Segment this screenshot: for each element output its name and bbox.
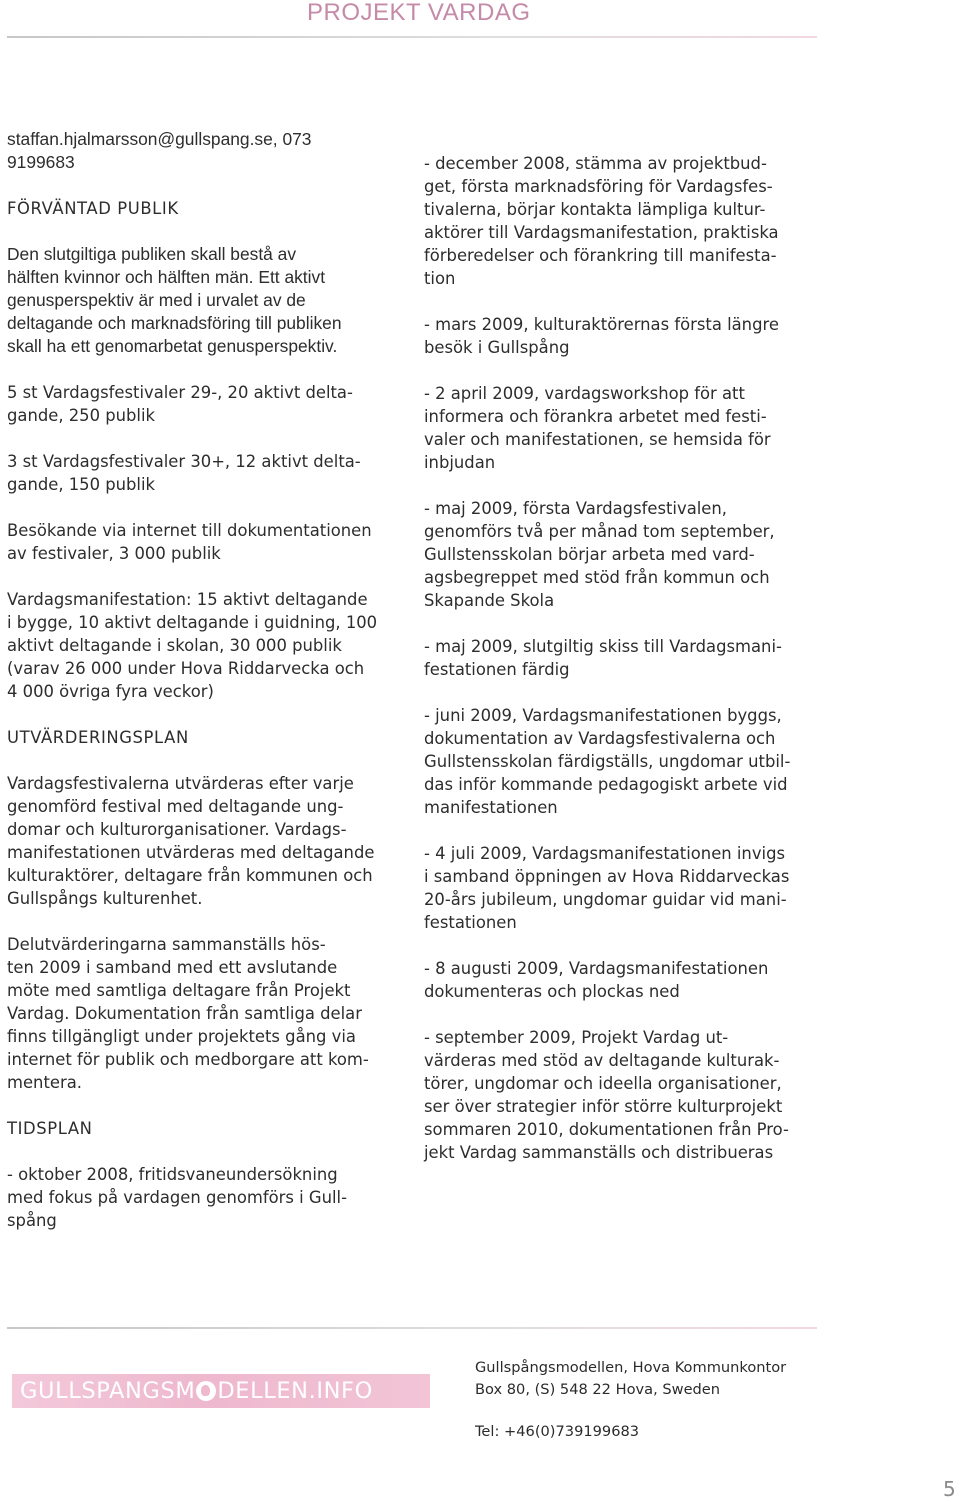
right-column [424,152,824,1187]
timeline-entry: - september 2009, Projekt Vardag ut- värderas med stöd av deltagande kulturak- törer, ungdomar och ideella organisationer, ser över strategier inför större kulturprojekt sommaren 2010, dokumentationen från Pro- jekt Vardag sammanställs och distribueras [424,1028,789,1162]
timeline-entry: - 4 juli 2009, Vardagsmanifestationen invigs i samband öppningen av Hova Riddarveckas 20-års jubileum, ungdomar guidar vid mani- festationen [424,844,790,932]
paragraph: Vardagsmanifestation: 15 aktivt deltagande i bygge, 10 aktivt deltagande i guidning, 100 aktivt deltagande i skolan, 30 000 publik (varav 26 000 under Hova Riddarvecka och 4 000 övriga fyra veckor) [7,590,378,701]
paragraph: Vardagsfestivalerna utvärderas efter varje genomförd festival med deltagande ung- domar och kulturorganisationer. Vardags- manifestationen utvärderas med deltagande kulturaktörer, deltagare från kommunen och Gullspångs kulturenhet. [7,774,375,908]
paragraph: - oktober 2008, fritidsvaneundersökning med fokus på vardagen genomförs i Gull- spång [7,1165,348,1230]
timeline-entry: - mars 2009, kulturaktörernas första längre besök i Gullspång [424,315,779,357]
section-heading: UTVÄRDERINGSPLAN [7,728,189,747]
page-header-title: PROJEKT VARDAG [307,0,531,26]
paragraph: Den slutgiltiga publiken skall bestå av hälften kvinnor och hälften män. Ett aktivt genusperspektiv är med i urvalet av de deltagande och marknadsföring till publiken skall ha ett genomarbetat genusperspektiv. [7,244,342,356]
timeline-entry: - maj 2009, slutgiltig skiss till Vardagsmani- festationen färdig [424,637,782,679]
address-line-1: Gullspångsmodellen, Hova Kommunkontor [475,1359,787,1376]
timeline-entry: - 8 augusti 2009, Vardagsmanifestationen dokumenteras och plockas ned [424,959,769,1001]
paragraph: 5 st Vardagsfestivaler 29-, 20 aktivt delta- gande, 250 publik [7,383,353,425]
section-heading: TIDSPLAN [7,1119,93,1138]
header-divider [7,36,817,38]
footer-telephone: Tel: +46(0)739199683 [475,1423,640,1440]
gullspangsmodellen-logo [12,1374,430,1408]
footer-address [475,1357,786,1401]
page-number: 5 [943,1477,956,1501]
left-column [7,128,415,1255]
paragraph: Besökande via internet till dokumentationen av festivaler, 3 000 publik [7,521,372,563]
logo-text-part2: DELLEN.INFO [217,1378,373,1404]
logo-text-part1: GULLSPANGSM [20,1378,196,1404]
timeline-entry: - december 2008, stämma av projektbud- get, första marknadsföring för Vardagsfes- tivalerna, börjar kontakta lämpliga kultur- aktörer till Vardagsmanifestation, praktiska förberedelser och förankring till manifesta- tion [424,154,779,288]
timeline-entry: - juni 2009, Vardagsmanifestationen byggs, dokumentation av Vardagsfestivalerna och Gullstensskolan färdigställs, ungdomar utbil- das inför kommande pedagogiskt arbete vid manifestationen [424,706,791,817]
timeline-entry: - 2 april 2009, vardagsworkshop för att informera och förankra arbetet med festi- valer och manifestationen, se hemsida för inbjudan [424,384,771,472]
address-line-2: Box 80, (S) 548 22 Hova, Sweden [475,1381,721,1398]
paragraph: staffan.hjalmarsson@gullspang.se, 073 9199683 [7,129,312,172]
timeline-entry: - maj 2009, första Vardagsfestivalen, genomförs två per månad tom september, Gullstensskolan börjar arbeta med vard- agsbegreppet med stöd från kommun och Skapande Skola [424,499,775,610]
paragraph: 3 st Vardagsfestivaler 30+, 12 aktivt delta- gande, 150 publik [7,452,361,494]
logo-leaf-icon [196,1381,216,1401]
footer-divider [7,1327,817,1329]
paragraph: Delutvärderingarna sammanställs hös- ten 2009 i samband med ett avslutande möte med samtliga deltagare från Projekt Vardag. Dokumentation från samtliga delar finns tillgängligt under projektets gång via internet för publik och medborgare att kom- mentera. [7,935,369,1092]
section-heading: FÖRVÄNTAD PUBLIK [7,199,179,218]
logo-text [12,1374,373,1408]
